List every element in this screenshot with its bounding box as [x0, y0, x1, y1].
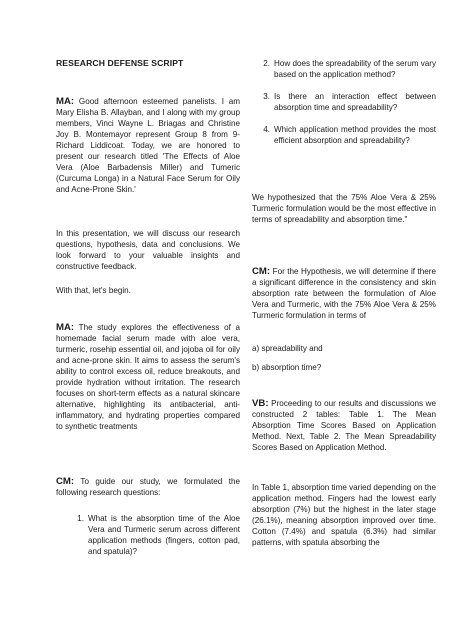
study-text: The study explores the effectiveness of a homemade facial serum made with aloe vera, turmeric, rosehip essential oil, and jojoba oil for oily and acne-prone skin. It aims to assess the serum's ability to control excess oil, reduce breakouts, and provide hydration without irritation. The research focuses on short-term effects as a natural skincare alternative, highlighting its antibacterial, anti-inflammatory, and hydrating properties compared to synthetic treatments [56, 323, 240, 431]
guide-paragraph [56, 476, 240, 498]
table1-paragraph: In Table 1, absorption time varied depending on the application method. Fingers had the lowest early absorption (7%) but the highest in the later stage (26.1%), meaning absorption improved over time. Cotton (7.4%) and spatula (6.3%) had similar patterns, with spatula absorbing the [252, 483, 436, 547]
list-number: 4. [263, 125, 270, 134]
intro-paragraph [56, 96, 240, 195]
question-text: Is there an interaction effect between absorption time and spreadability? [274, 92, 436, 112]
results-paragraph [252, 398, 436, 453]
option-a: a) spreadability and [252, 344, 323, 353]
question-text: What is the absorption time of the Aloe Vera and Turmeric serum across different application methods (fingers, cotton pad, and spatula)? [88, 514, 240, 556]
list-number: 1. [77, 514, 84, 523]
hypothesis-paragraph: We hypothesized that the 75% Aloe Vera & 25% Turmeric formulation would be the most effective in terms of spreadability and absorption time." [252, 193, 436, 224]
results-text: Proceeding to our results and discussions we constructed 2 tables: Table 1. The Mean Absorption Time Scores Based on Application Method. Next, Table 2. The Mean Spreadability Scores Based on Application Method. [252, 399, 436, 452]
speaker-label: CM: [252, 266, 271, 277]
research-questions-list [66, 513, 240, 557]
speaker-label: VB: [252, 398, 269, 409]
study-paragraph [56, 322, 240, 432]
list-number: 2. [263, 59, 270, 68]
hypothesis-cm-paragraph [252, 266, 436, 321]
intro-text: Good afternoon esteemed panelists. I am Mary Elisha B. Allayban, and I along with my group members, Vinci Wayne L. Briagas and Christine Joy B. Montemayor represent Group 8 from 9-Richard Liddicoat. Today, we are honored to present our research titled 'The Effects of Aloe Vera (Aloe Barbadensis Miller) and Tumeric (Curcuma Longa) in a Natural Face Serum for Oily and Acne-Prone Skin.' [56, 97, 240, 194]
guide-text: To guide our study, we formulated the following research questions: [56, 477, 240, 497]
question-text: Which application method provides the most efficient absorption and spreadability? [274, 125, 436, 145]
speaker-label: MA: [56, 322, 75, 333]
begin-paragraph: With that, let's begin. [56, 286, 131, 295]
list-item [252, 58, 436, 80]
question-text: How does the spreadability of the serum vary based on the application method? [274, 59, 436, 79]
speaker-label: MA: [56, 96, 75, 107]
hypothesis-cm-text: For the Hypothesis, we will determine if there a significant difference in the consistency and skin absorption rate between the formulation of Aloe Vera and Turmeric, with the 75% Aloe Vera & 25% Turmeric formulation in terms of [252, 267, 436, 320]
research-questions-continued [252, 58, 436, 146]
option-b: b) absorption time? [252, 363, 322, 372]
list-item [252, 124, 436, 146]
document-title: RESEARCH DEFENSE SCRIPT [56, 58, 184, 68]
speaker-label: CM: [56, 476, 75, 487]
list-item [66, 513, 240, 557]
list-number: 3. [263, 92, 270, 101]
overview-paragraph: In this presentation, we will discuss our research questions, hypothesis, data and conclusions. We look forward to your valuable insights and constructive feedback. [56, 229, 240, 271]
list-item [252, 91, 436, 113]
